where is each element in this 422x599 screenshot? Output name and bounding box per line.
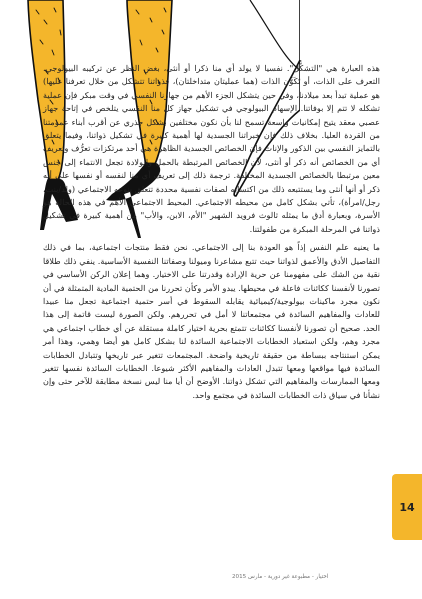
article-body [43,62,380,402]
paragraph-2: ما يعنيه علم النفس إذاً هو العودة بنا إلى الاجتماعي. نحن فقط منتجات اجتماعية، بما في ذلك التفاصيل الأدق والأعمق لذواتنا حيث تتبع مشاعرنا وميولنا وصفاتنا النفسية الأساسية. ينفي ذلك طلاقا نقية من الشك على مفهومنا عن حرية الإرادة وقدرتنا على الاختيار. وهما إعلان الركن الأساسي في تصورنا لأنفسنا ككائنات فاعلة في محيطها. يبدو الأمر وكأن تحررنا من الحتمية المادية المتمثلة في أن نكون مجرد ماكينات بيولوجية/كيميائية يقابله السقوط في أسر حتمية اجتماعية تجعل منا عبيدا للعادات والمفاهيم السائدة في مجتمعاتنا لا أمل في تحررهم. ولكن الصورة ليست قاتمة إلى هذا الحد. صحيح أن تصورنا لأنفسنا ككائنات تتمتع بحرية اختيار كاملة مستقلة عن أي خطاب اجتماعي هي مجرد وهم، ولكن استعباد الخطابات الاجتماعية السائدة لنا بشكل كامل هو أيضا وهمي، وهذا أمر يمكن استنتاجه ببساطة من حقيقة تاريخية واضحة. المجتمعات تتغير عبر تاريخها وتتبادل الخطابات السائدة فيها مواقعها ومعها تتبدل العادات والمفاهيم الأكثر شيوعا. الخطابات السائدة نفسها تتغير ومعها الممارسات والمفاهيم التي تشكل ذواتنا. الأوضح أن أيا منا ليس نسخة مطابقة للآخر حتى وإن نشأنا في سياق ذات الخطابات السائدة في مجتمع واحد. [43,242,380,400]
footer: اختيار - مطبوعة غير دورية - مارس 2015 [232,574,329,580]
paragraph-1: هذه العبارة هي "التشكُّل". نفسيا لا يولد أي منا ذكرا أو أنثى، بغض النظر عن تركيبه البيولوجي. التعرف على الذات، أو تَكَوُّن الذات (هما عمليتان متداخلتان)، فذواتنا تتشكل من خلال تعرفنا عليها) هو عملية تبدأ بعد ميلادنا، وفي حين يتشكل الجزء الأهم من جهازنا النفسي في وقت مبكر فإن عملية تشكله لا تتم إلا بوفاتنا. الإسهام البيولوجي في تشكيل جهاز كل منا النفسي يتلخص في إتاحة جهاز عصبي معقد يتيح إمكانيات واسعة تسمح لنا بأن نكون مختلفين بشكل جذري عن أقرب أبناء عمومتنا من القردة العليا. بخلاف ذلك فإن خبراتنا الجسدية لها أهمية كبيرة في تشكيل ذواتنا، وفيما يتعلق بالتمايز النفسي بين الذكور والإناث فإن الخصائص الجسدية الظاهرة هي أحد مرتكزات تعرُّف وتعريف أي من الخصائص أنه ذكر أو أنثى، لأن الخصائص المرتبطة بالحمل والولادة تجعل الانتماء إلى جنس معين مرتبطا بالخصائص الجسدية المختلفة. ترجمة ذلك إلى تعريف أي منا لنفسه أو نفسها على أنه ذكر أو أنها أنثى وما يستتبعه ذلك من اكتسابه لصفات نفسية محددة تتعلق بنوعه الاجتماعي (ولد/بنت، رجل/امرأة)، تأتي بشكل كامل من محيطه الاجتماعي. المحيط الاجتماعي الأهم في هذه الحالة هو الأسرة، وبعبارة أدق ما يمثله ثالوث فرويد الشهير "الأم، الابن، والأب" من أهمية كبيرة في تشكيل ذواتنا في المرحلة المبكرة من طفولتنا. [43,63,380,234]
page-number: 14 [399,500,415,514]
page-number-tab [392,474,422,540]
